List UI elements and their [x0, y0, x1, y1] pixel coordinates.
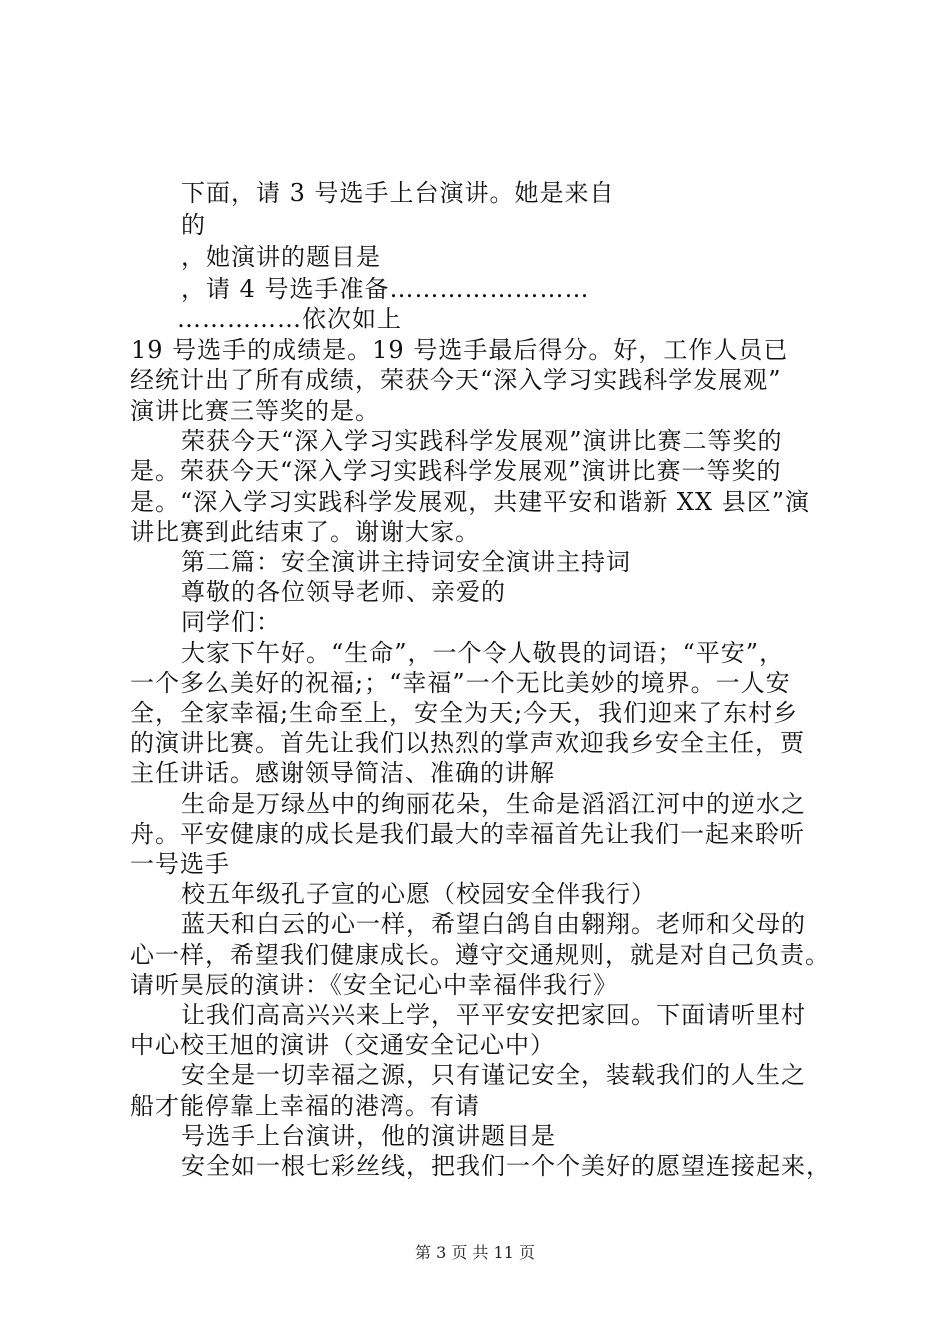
text-line: 的演讲比赛。首先让我们以热烈的掌声欢迎我乡安全主任，贾: [130, 729, 805, 757]
text-line: 中心校王旭的演讲（交通安全记心中）: [130, 1031, 555, 1059]
text-line: 全，全家幸福;生命至上，安全为天;今天，我们迎来了东村乡: [130, 699, 799, 727]
text-line: 大家下午好。“生命”，一个令人敬畏的词语；“平安”，: [181, 639, 785, 667]
text-line: 演讲比赛三等奖的是。: [130, 397, 380, 425]
text-line: 安全如一根七彩丝线，把我们一个个美好的愿望连接起来，: [181, 1152, 831, 1180]
text-line: 心一样，希望我们健康成长。遵守交通规则，就是对自己负责。: [130, 941, 830, 969]
text-line: ……………依次如上: [177, 305, 402, 333]
text-line: 的: [181, 211, 206, 239]
text-line: 安全是一切幸福之源，只有谨记安全，装载我们的人生之: [181, 1061, 806, 1089]
text-line: 一个多么美好的祝福;；“幸福”一个无比美妙的境界。一人安: [130, 669, 791, 697]
text-line: 生命是万绿丛中的绚丽花朵，生命是滔滔江河中的逆水之: [181, 790, 806, 818]
text-line: 舟。平安健康的成长是我们最大的幸福首先让我们一起来聆听: [130, 820, 805, 848]
text-line: ，请 4 号选手准备……………………: [181, 275, 590, 303]
section-heading: 第二篇：安全演讲主持词安全演讲主持词: [181, 548, 631, 576]
text-line: 讲比赛到此结束了。谢谢大家。: [130, 518, 480, 546]
text-line: 同学们：: [181, 608, 281, 636]
text-line: 荣获今天“深入学习实践科学发展观”演讲比赛二等奖的: [181, 427, 783, 455]
text-line: 让我们高高兴兴来上学，平平安安把家回。下面请听里村: [181, 1001, 806, 1029]
text-line: 19 号选手的成绩是。19 号选手最后得分。好，工作人员已: [131, 336, 789, 364]
text-line: 号选手上台演讲，他的演讲题目是: [181, 1122, 556, 1150]
page-footer: 第 3 页 共 11 页: [415, 1243, 535, 1262]
text-line: 船才能停靠上幸福的港湾。有请: [130, 1092, 480, 1120]
text-line: 是。“深入学习实践科学发展观，共建平安和谐新 XX 县区”演: [130, 488, 810, 516]
text-line: 蓝天和白云的心一样，希望白鸽自由翱翔。老师和父母的: [181, 910, 806, 938]
text-line: 尊敬的各位领导老师、亲爱的: [181, 578, 506, 606]
text-line: 校五年级孔子宣的心愿（校园安全伴我行）: [181, 880, 656, 908]
text-line: 主任讲话。感谢领导简洁、准确的讲解: [130, 759, 555, 787]
text-line: ，她演讲的题目是: [181, 243, 381, 271]
text-line: 请听昊辰的演讲：《安全记心中幸福伴我行》: [130, 971, 618, 999]
text-line: 下面，请 3 号选手上台演讲。她是来自: [181, 179, 615, 207]
text-line: 是。荣获今天“深入学习实践科学发展观”演讲比赛一等奖的: [130, 457, 782, 485]
text-line: 经统计出了所有成绩，荣获今天“深入学习实践科学发展观”: [130, 366, 782, 394]
text-line: 一号选手: [130, 850, 230, 878]
